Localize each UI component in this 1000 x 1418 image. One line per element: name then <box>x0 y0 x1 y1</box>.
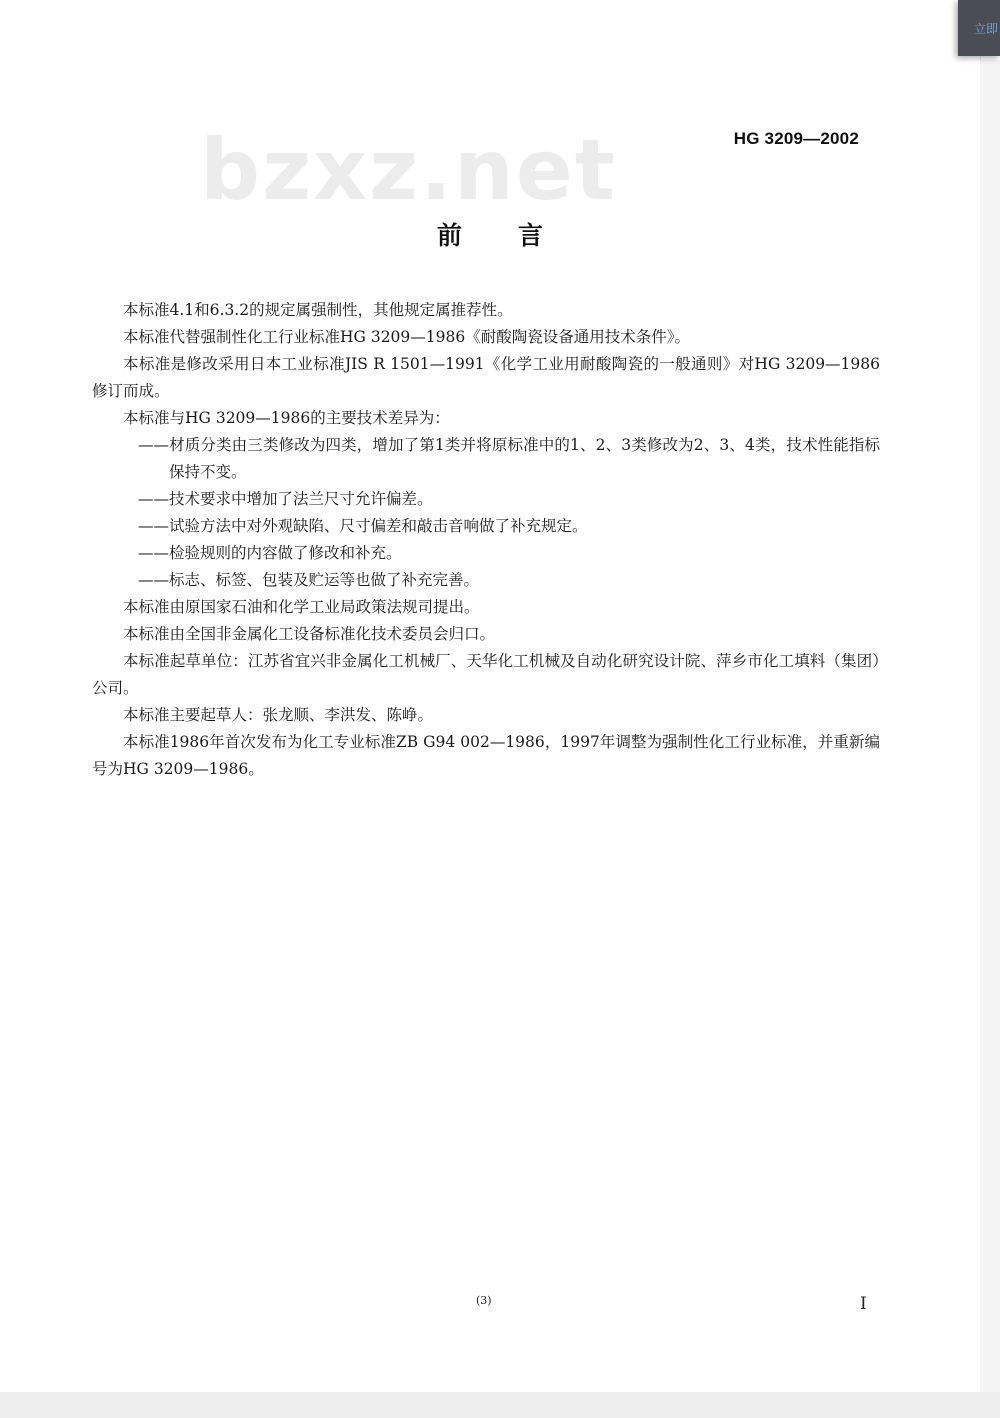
list-item: ——标志、标签、包装及贮运等也做了补充完善。 <box>138 571 480 589</box>
paragraph-3: 本标准是修改采用日本工业标准JIS R 1501—1991《化学工业用耐酸陶瓷的一般通则》对HG 3209—1986修订而成。 <box>92 355 880 400</box>
paragraph-4: 本标准与HG 3209—1986的主要技术差异为： <box>123 409 450 427</box>
list-item: ——技术要求中增加了法兰尺寸允许偏差。 <box>138 490 433 508</box>
roman-page-number: I <box>860 1294 867 1314</box>
list-item: ——试验方法中对外观缺陷、尺寸偏差和敲击音响做了补充规定。 <box>138 517 588 535</box>
paragraph-drafting-units: 本标准起草单位：江苏省宜兴非金属化工机械厂、天华化工机械及自动化研究设计院、萍乡市化工填料（集团）公司。 <box>92 652 880 697</box>
viewer-margin-right <box>980 60 1000 1392</box>
watermark: bzxz.net <box>200 121 617 219</box>
document-body <box>92 297 880 783</box>
list-item: ——材质分类由三类修改为四类，增加了第1类并将原标准中的1、2、3类修改为2、3、4类，技术性能指标保持不变。 <box>138 436 880 481</box>
viewer-margin-bottom <box>0 1392 1000 1418</box>
page-title: 前言 <box>436 221 599 250</box>
floating-action-button[interactable] <box>958 0 1000 56</box>
paragraph-history: 本标准1986年首次发布为化工专业标准ZB G94 002—1986，1997年调整为强制性化工行业标准，并重新编号为HG 3209—1986。 <box>92 733 880 778</box>
list-item: ——检验规则的内容做了修改和补充。 <box>138 544 402 562</box>
paragraph-proposer: 本标准由原国家石油和化学工业局政策法规司提出。 <box>123 598 480 616</box>
standard-code: HG 3209—2002 <box>733 129 859 148</box>
paragraph-2: 本标准代替强制性化工行业标准HG 3209—1986《耐酸陶瓷设备通用技术条件》。 <box>123 328 690 346</box>
paragraph-drafters: 本标准主要起草人：张龙顺、李洪发、陈峥。 <box>123 706 434 724</box>
floating-action-label: 立即 <box>974 22 999 36</box>
paragraph-committee: 本标准由全国非金属化工设备标准化技术委员会归口。 <box>123 625 496 643</box>
paragraph-1: 本标准4.1和6.3.2的规定属强制性，其他规定属推荐性。 <box>123 301 513 319</box>
page-number: (3) <box>476 1294 492 1307</box>
